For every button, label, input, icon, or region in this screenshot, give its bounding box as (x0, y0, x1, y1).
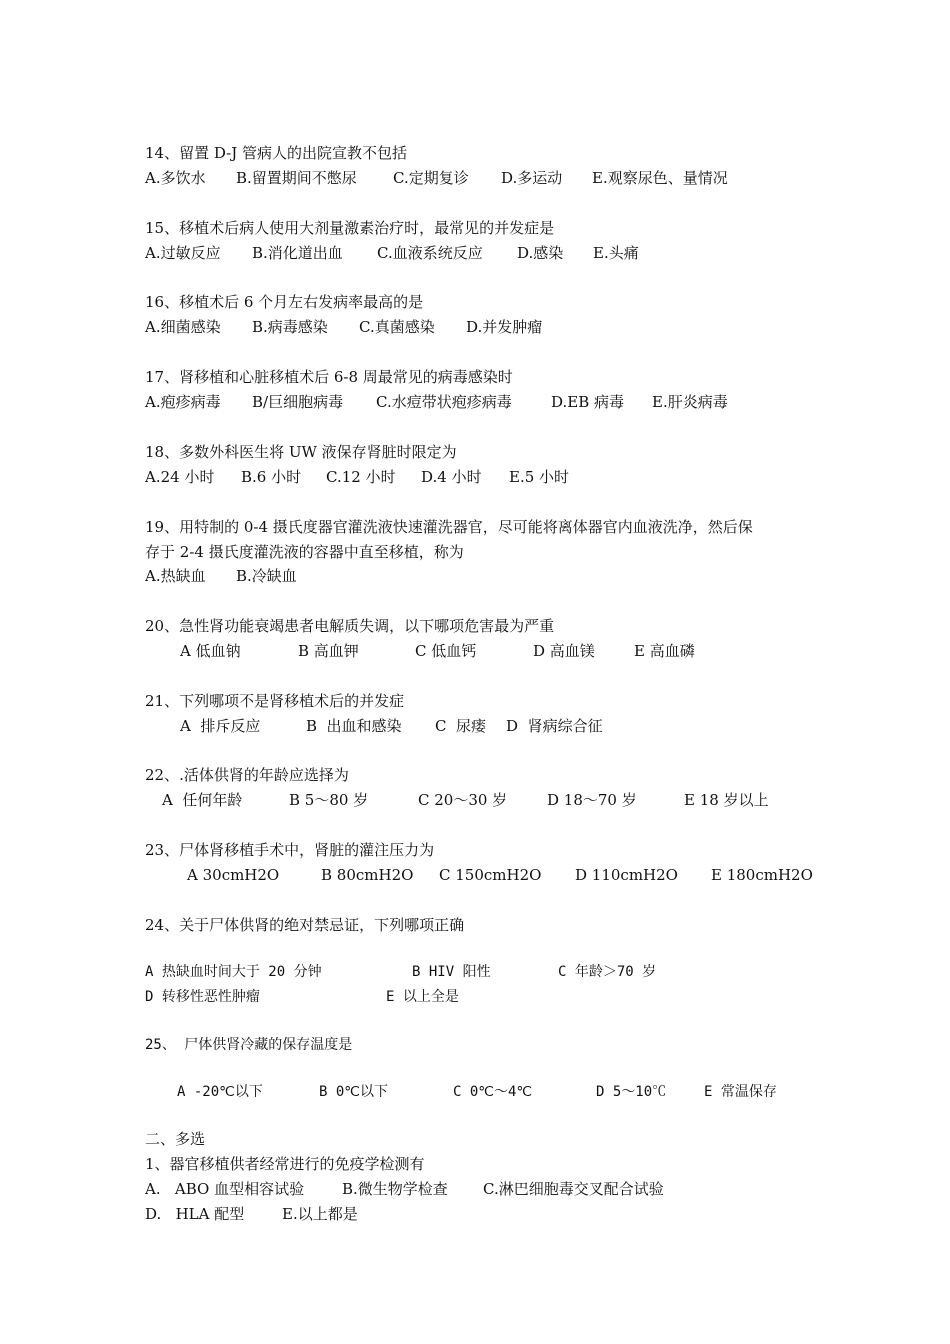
option-c: C.水痘带状疱疹病毒 (376, 393, 512, 411)
option-c: C.定期复诊 (393, 169, 469, 187)
option-a: A 热缺血时间大于 20 分钟 (145, 964, 322, 980)
question-17-stem: 17、肾移植和心脏移植术后 6-8 周最常见的病毒感染时 (145, 368, 513, 386)
option-d: D.4 小时 (421, 468, 482, 486)
option-a: A.热缺血 (145, 567, 206, 585)
option-e: E 常温保存 (704, 1084, 777, 1100)
option-a: A -20℃以下 (177, 1084, 263, 1100)
option-c: C 20～30 岁 (418, 791, 508, 809)
question-23-options (187, 865, 813, 885)
option-b: B.冷缺血 (236, 567, 297, 585)
question-22-options (162, 790, 769, 810)
option-c: C 150cmH2O (439, 866, 542, 884)
option-e: E 以上全是 (386, 989, 459, 1005)
option-e: E.以上都是 (282, 1205, 358, 1223)
option-a: A.过敏反应 (145, 244, 221, 262)
option-b: B 出血和感染 (306, 717, 402, 735)
option-b: B.消化道出血 (252, 244, 343, 262)
option-c: C 年龄＞70 岁 (558, 964, 657, 980)
option-e: E 18 岁以上 (684, 791, 769, 809)
option-e: E.肝炎病毒 (652, 393, 728, 411)
option-b: B.留置期间不憋尿 (236, 169, 357, 187)
option-e: E.5 小时 (509, 468, 570, 486)
option-a: A 排斥反应 (180, 717, 261, 735)
question-19-stem-line-2: 存于 2-4 摄氏度灌洗液的容器中直至移植，称为 (145, 543, 464, 561)
question-17-options (145, 392, 728, 412)
option-b: B 80cmH2O (321, 866, 414, 884)
option-d: D.EB 病毒 (551, 393, 625, 411)
option-b: B.微生物学检查 (342, 1180, 448, 1198)
option-d: D 5～10℃ (596, 1084, 667, 1100)
question-15-options (145, 243, 639, 263)
option-d: D 高血镁 (533, 642, 595, 660)
option-b: B 0℃以下 (319, 1084, 389, 1100)
option-c: C.淋巴细胞毒交叉配合试验 (483, 1180, 664, 1198)
option-a: A. ABO 血型相容试验 (145, 1180, 305, 1198)
option-c: C.真菌感染 (359, 318, 435, 336)
question-15-stem: 15、移植术后病人使用大剂量激素治疗时，最常见的并发症是 (145, 219, 555, 237)
option-c: C 低血钙 (415, 642, 477, 660)
option-a: A.疱疹病毒 (145, 393, 221, 411)
option-d: D.感染 (517, 244, 564, 262)
multi-question-1-options-row-2 (145, 1204, 358, 1224)
question-24-stem: 24、关于尸体供肾的绝对禁忌证，下列哪项正确 (145, 916, 465, 934)
option-a: A.细菌感染 (145, 318, 221, 336)
question-24-options-row-2 (145, 987, 459, 1007)
question-18-options (145, 467, 569, 487)
option-d: D 18～70 岁 (547, 791, 637, 809)
option-d: D.多运动 (501, 169, 563, 187)
option-c: C 尿瘘 (435, 717, 487, 735)
option-a: A.多饮水 (145, 169, 206, 187)
question-16-options (145, 317, 542, 337)
option-d: D.并发肿瘤 (466, 318, 543, 336)
question-25-stem: 25、 尸体供肾冷藏的保存温度是 (145, 1037, 353, 1053)
option-c: C.血液系统反应 (377, 244, 483, 262)
option-b: B HIV 阳性 (412, 964, 491, 980)
question-24-options-row-1 (145, 962, 656, 982)
question-14-options (145, 168, 728, 188)
option-b: B.病毒感染 (252, 318, 328, 336)
option-d: D 转移性恶性肿瘤 (145, 989, 260, 1005)
option-a: A.24 小时 (145, 468, 215, 486)
option-a: A 任何年龄 (162, 791, 243, 809)
question-22-stem: 22、.活体供肾的年龄应选择为 (145, 766, 349, 784)
option-d: D 110cmH2O (575, 866, 678, 884)
option-a: A 低血钠 (180, 642, 241, 660)
question-25-options (177, 1082, 777, 1102)
option-e: E 高血磷 (634, 642, 695, 660)
question-21-options (180, 716, 603, 736)
section-title: 二、多选 (145, 1130, 206, 1148)
option-e: E 180cmH2O (711, 866, 813, 884)
multi-question-1-stem: 1、器官移植供者经常进行的免疫学检测有 (145, 1155, 425, 1173)
option-a: A 30cmH2O (187, 866, 280, 884)
question-18-stem: 18、多数外科医生将 UW 液保存肾脏时限定为 (145, 443, 457, 461)
option-d: D 肾病综合征 (506, 717, 603, 735)
option-e: E.观察尿色、量情况 (592, 169, 728, 187)
question-16-stem: 16、移植术后 6 个月左右发病率最高的是 (145, 293, 424, 311)
question-21-stem: 21、下列哪项不是肾移植术后的并发症 (145, 692, 405, 710)
option-b: B/巨细胞病毒 (252, 393, 344, 411)
question-23-stem: 23、尸体肾移植手术中，肾脏的灌注压力为 (145, 841, 435, 859)
question-20-stem: 20、急性肾功能衰竭患者电解质失调，以下哪项危害最为严重 (145, 617, 555, 635)
question-14-stem: 14、留置 D-J 管病人的出院宣教不包括 (145, 144, 408, 162)
question-20-options (180, 641, 695, 661)
option-c: C.12 小时 (326, 468, 396, 486)
option-d: D. HLA 配型 (145, 1205, 245, 1223)
option-e: E.头痛 (593, 244, 639, 262)
option-b: B.6 小时 (241, 468, 302, 486)
multi-question-1-options-row-1 (145, 1179, 664, 1199)
question-19-options (145, 566, 297, 586)
option-b: B 高血钾 (298, 642, 359, 660)
question-19-stem-line-1: 19、用特制的 0-4 摄氏度器官灌洗液快速灌洗器官，尽可能将离体器官内血液洗净，然后保 (145, 518, 753, 536)
option-c: C 0℃～4℃ (453, 1084, 533, 1100)
option-b: B 5～80 岁 (289, 791, 369, 809)
